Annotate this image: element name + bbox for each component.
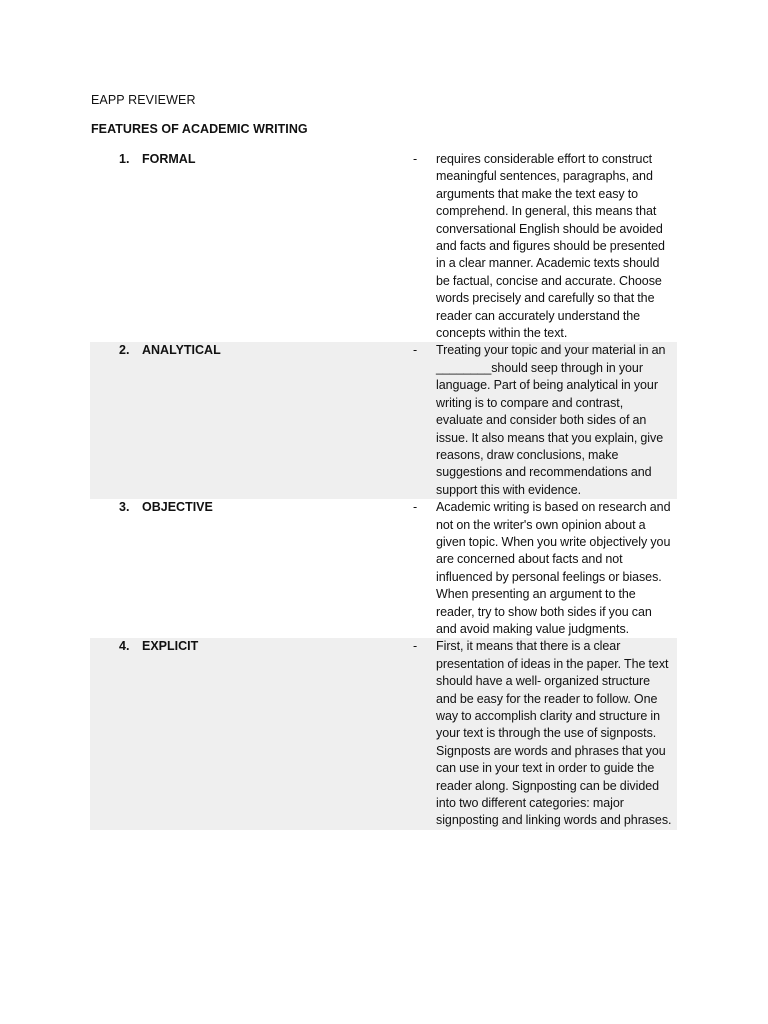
bullet-dash: - <box>413 152 418 166</box>
bullet-dash: - <box>413 343 418 358</box>
feature-row-objective <box>90 499 677 638</box>
bullet-dash: - <box>413 500 418 515</box>
feature-number: 2. <box>119 343 130 358</box>
feature-description: First, it means that there is a clear presentation of ideas in the paper. The text should have a well- organized structure and be easy for the reader to follow. One way to accomplish clarity and structure in your text is through the use of signposts. Signposts are words and phrases that you can use in your text in order to guide the reader along. Signposting can be divided into two different categories: major signposting and linking words and phrases. <box>436 639 672 828</box>
feature-description: requires considerable effort to construct meaningful sentences, paragraphs, and arguments that make the text easy to comprehend. In general, this means that conversational English should be avoided and facts and figures should be presented in a clear manner. Academic texts should be factual, concise and accurate. Choose words precisely and carefully so that the reader can accurately understand the concepts within the text. <box>436 152 665 341</box>
section-heading: FEATURES OF ACADEMIC WRITING <box>91 122 308 136</box>
feature-number: 4. <box>119 639 130 654</box>
feature-row-analytical <box>90 342 677 499</box>
feature-row-formal <box>90 151 677 342</box>
feature-number: 3. <box>119 500 130 515</box>
feature-name: FORMAL <box>142 152 196 166</box>
feature-name: OBJECTIVE <box>142 500 213 515</box>
feature-number: 1. <box>119 152 130 166</box>
feature-description: Treating your topic and your material in an ________should seep through in your language. Part of being analytical in your writing is to compare and contrast, evaluate and consider both sides of an issue. It also means that you explain, give reasons, draw conclusions, make suggestions and recommendations and support this with evidence. <box>436 343 666 497</box>
feature-name: EXPLICIT <box>142 639 199 654</box>
bullet-dash: - <box>413 639 418 654</box>
feature-description: Academic writing is based on research and not on the writer's own opinion about a given topic. When you write objectively you are concerned about facts and not influenced by personal feelings or biases. When presenting an argument to the reader, try to show both sides if you can and avoid making value judgments. <box>436 500 671 636</box>
feature-name: ANALYTICAL <box>142 343 221 358</box>
feature-row-explicit <box>90 638 677 829</box>
page-title: EAPP REVIEWER <box>91 93 196 107</box>
features-table <box>90 151 677 830</box>
